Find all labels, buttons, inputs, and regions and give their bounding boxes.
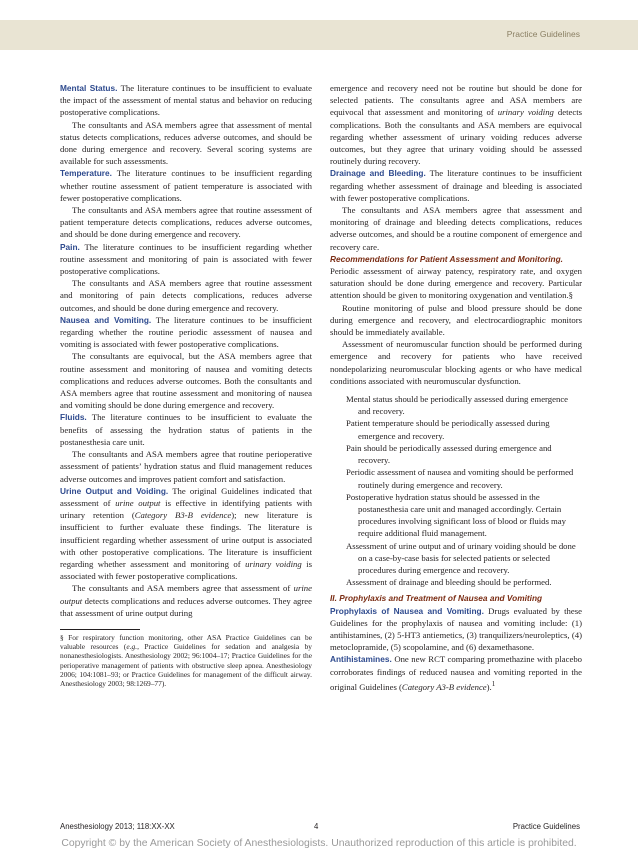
list-item: Periodic assessment of nausea and vomiting should be performed routinely during emergence and recovery.: [346, 467, 574, 490]
text-urine-4: is associated with fewer postoperative complications.: [60, 558, 313, 582]
heading-mental-status: Mental Status.: [60, 83, 118, 93]
list-item: Assessment of urine output and of urinary voiding should be done on a case-by-case basis for selected patients or selected procedures during emergence and recovery.: [346, 540, 576, 575]
paragraph-mental-status: [60, 82, 312, 119]
list-item: Pain should be periodically assessed during emergence and recovery.: [346, 442, 552, 466]
text-drainage: The literature continues to be insufficient regarding whether assessment of drainage and bleeding is associated with fewer postoperative complications.: [330, 168, 582, 203]
footer-journal: Anesthesiology 2013; 118:XX-XX: [60, 822, 175, 831]
citation-superscript: 1: [491, 679, 496, 688]
heading-recommendations-text: Recommendations for Patient Assessment and Monitoring.: [330, 253, 563, 264]
paragraph-recommendations-2: Routine monitoring of pulse and blood pressure should be done during emergence and recovery, and electrocardiographic monitors should be immediately available.: [330, 302, 582, 338]
paragraph-mental-status-consensus: The consultants and ASA members agree that assessment of mental status detects complications, reduces adverse outcomes, and should be done during emergence and recovery. Several scoring systems are available for such assessments.: [60, 119, 312, 167]
footnote-divider: [60, 629, 140, 630]
text-continued-2: detects complications. Both the consultants and ASA members are equivocal regarding whether assessment of urinary voiding reduces adverse outcomes, but they agree that urinary voiding should be assessed routinely during recovery.: [330, 107, 583, 167]
text-urine-consensus-1: The consultants and ASA members agree that assessment of: [72, 583, 294, 594]
heading-pain: Pain.: [60, 241, 80, 252]
paragraph-urine-continued: [330, 82, 582, 167]
text-mental-status: The literature continues to be insufficient to evaluate the impact of the assessment of mental status and behavior on reducing postoperative complications.: [60, 83, 313, 118]
paragraph-recommendations-1: Periodic assessment of airway patency, respiratory rate, and oxygen saturation should be done during emergence and recovery. Particular attention should be given to monitoring oxygenation and ventilation.§: [330, 266, 582, 301]
footer-page-number: 4: [314, 822, 319, 831]
list-item: Patient temperature should be periodically assessed during emergence and recovery.: [346, 418, 550, 441]
heading-section-2: [330, 592, 582, 604]
paragraph-urine-consensus: [60, 582, 312, 619]
text-fluids: The literature continues to be insufficient to evaluate the benefits of assessing the hydration status of patients in the postanesthesia care unit.: [60, 412, 313, 447]
footnote-part-1: § For respiratory function monitoring, other ASA Practice Guidelines can be valuable resources (: [60, 632, 312, 652]
paragraph-antihistamines: [330, 653, 582, 693]
heading-recommendations: [330, 253, 582, 265]
text-urine-italic-3: urinary voiding: [245, 558, 302, 569]
left-column: [60, 82, 312, 688]
running-header-bar: [0, 20, 638, 50]
text-urine-italic-2: Category B3-B evidence: [134, 510, 232, 521]
text-urine-italic-1: urine output: [115, 497, 161, 508]
heading-prophylaxis: Prophylaxis of Nausea and Vomiting.: [330, 605, 484, 616]
paragraph-temperature: [60, 167, 312, 204]
text-urine-3: ); new literature is insufficient to further evaluate these findings. The literature is insufficient regarding whether assessment of urine output is associated with other postoperative complications. The literature is insufficient regarding whether assessment and monitoring of: [60, 510, 312, 569]
footnote-part-4: 2006; 104:1081–93; or Practice Guidelines for management of the difficult airway.: [60, 669, 312, 679]
running-header-title: Practice Guidelines: [506, 29, 580, 39]
text-continued-1: emergence and recovery need not be routine but should be done for selected patients. The consultants agree and ASA members are equivocal that assessment and monitoring of: [330, 83, 582, 118]
text-antihistamines-1: One new RCT comparing promethazine with placebo corroborates findings of reduced nausea and vomiting reported in the original Guidelines (: [330, 654, 583, 692]
heading-antihistamines: Antihistamines.: [330, 654, 392, 665]
paragraph-recommendations-3: Assessment of neuromuscular function should be performed during emergence and recovery for patients who have received nondepolarizing neuromuscular blocking agents or who have medical conditions associated with neuromuscular dysfunction.: [330, 339, 582, 386]
heading-urine-output: Urine Output and Voiding.: [60, 485, 169, 496]
paragraph-nausea-consensus: The consultants are equivocal, but the ASA members agree that routine assessment and monitoring of nausea and vomiting detects complications and reduces adverse outcomes. Both the consultants and ASA members agree that routine assessment and monitoring of nausea and vomiting should be done during emergence and recovery.: [60, 351, 312, 411]
footnote-journal-1: Anesthesiology: [124, 651, 171, 661]
footnote-part-3: 2002; 96:1004–17; Practice Guidelines for the perioperative management of patients with obstructive sleep apnea.: [60, 651, 312, 670]
footnote-journal-2: Anesthesiology: [266, 660, 312, 670]
paragraph-prophylaxis: [330, 605, 582, 654]
list-item: Mental status should be periodically assessed during emergence and recovery.: [346, 394, 569, 417]
paragraph-fluids: [60, 411, 312, 448]
text-urine-1: The original Guidelines indicated that assessment of: [60, 485, 312, 508]
text-urine-consensus-italic: urine output: [60, 583, 312, 606]
list-item: Assessment of drainage and bleeding should be performed.: [346, 577, 552, 588]
text-antihistamines-italic: Category A3-B evidence: [401, 681, 487, 692]
recommendation-list: [330, 393, 582, 588]
heading-section-2-text: II. Prophylaxis and Treatment of Nausea and Vomiting: [330, 593, 543, 604]
paragraph-fluids-consensus: The consultants and ASA members agree that routine perioperative assessment of patients’ hydration status and fluid management reduces adverse outcomes and improves patient comfort and satisfaction.: [60, 449, 312, 484]
heading-nausea: Nausea and Vomiting.: [60, 314, 152, 325]
footnote-journal-3: Anesthesiology: [60, 678, 106, 688]
footnote-part-2: , Practice Guidelines for sedation and analgesia by nonanesthesiologists.: [60, 642, 312, 661]
text-urine-2: is effective in identifying patients with urinary retention (: [60, 497, 312, 521]
right-column: [330, 82, 582, 693]
paragraph-urine-output: [60, 485, 312, 583]
paragraph-drainage-consensus: The consultants and ASA members agree that assessment and monitoring of drainage and bleeding detects complications, reduces adverse outcomes, and should be a routine component of emergence and recovery care.: [330, 205, 582, 252]
paragraph-pain: [60, 241, 312, 278]
text-prophylaxis: Drugs evaluated by these Guidelines for the prophylaxis of nausea and vomiting include: (1) antihistamines, (2) 5-HT3 antiemetics, (3) tranquilizers/neuroleptics, (4) metoclopramide, (5) scopolamine, and (6) dexamethasone.: [330, 605, 582, 653]
paragraph-nausea: [60, 314, 312, 351]
copyright-notice: Copyright © by the American Society of Anesthesiologists. Unauthorized reproduction of this article is prohibited.: [61, 838, 577, 849]
text-continued-italic: urinary voiding: [497, 107, 554, 118]
heading-temperature: Temperature.: [60, 168, 112, 179]
paragraph-pain-consensus: The consultants and ASA members agree that routine assessment and monitoring of pain detects complications, reduces adverse outcomes, and should be done during emergence and recovery.: [60, 278, 312, 313]
text-antihistamines-2: ).: [486, 681, 492, 692]
heading-drainage: Drainage and Bleeding.: [330, 168, 426, 179]
list-item: Postoperative hydration status should be assessed in the postanesthesia care unit and managed accordingly. Certain procedures involving significant loss of blood or fluids may require additional fluid management.: [346, 491, 566, 539]
footnote-part-5: 2003; 98:1269–77).: [105, 678, 167, 688]
text-nausea: The literature continues to be insufficient regarding whether the routine periodic assessment of nausea and vomiting is associated with fewer postoperative complications.: [60, 314, 313, 350]
text-pain: The literature continues to be insufficient regarding whether routine assessment and monitoring of pain is associated with fewer postoperative complications.: [60, 241, 312, 277]
heading-fluids: Fluids.: [60, 412, 87, 423]
footer-title: Practice Guidelines: [512, 822, 580, 831]
footnote: [60, 633, 312, 688]
footnote-eg: e.g.: [126, 642, 138, 652]
text-urine-consensus-2: detects complications and reduces adverse outcomes. They agree that assessment of urine output during: [60, 595, 312, 618]
text-temperature: The literature continues to be insufficient regarding whether routine assessment of patient temperature is associated with fewer postoperative complications.: [60, 168, 313, 203]
paragraph-temperature-consensus: The consultants and ASA members agree that routine assessment of patient temperature detects complications, reduces adverse outcomes, and should be done during emergence and recovery.: [60, 205, 312, 240]
paragraph-drainage: [330, 167, 582, 204]
